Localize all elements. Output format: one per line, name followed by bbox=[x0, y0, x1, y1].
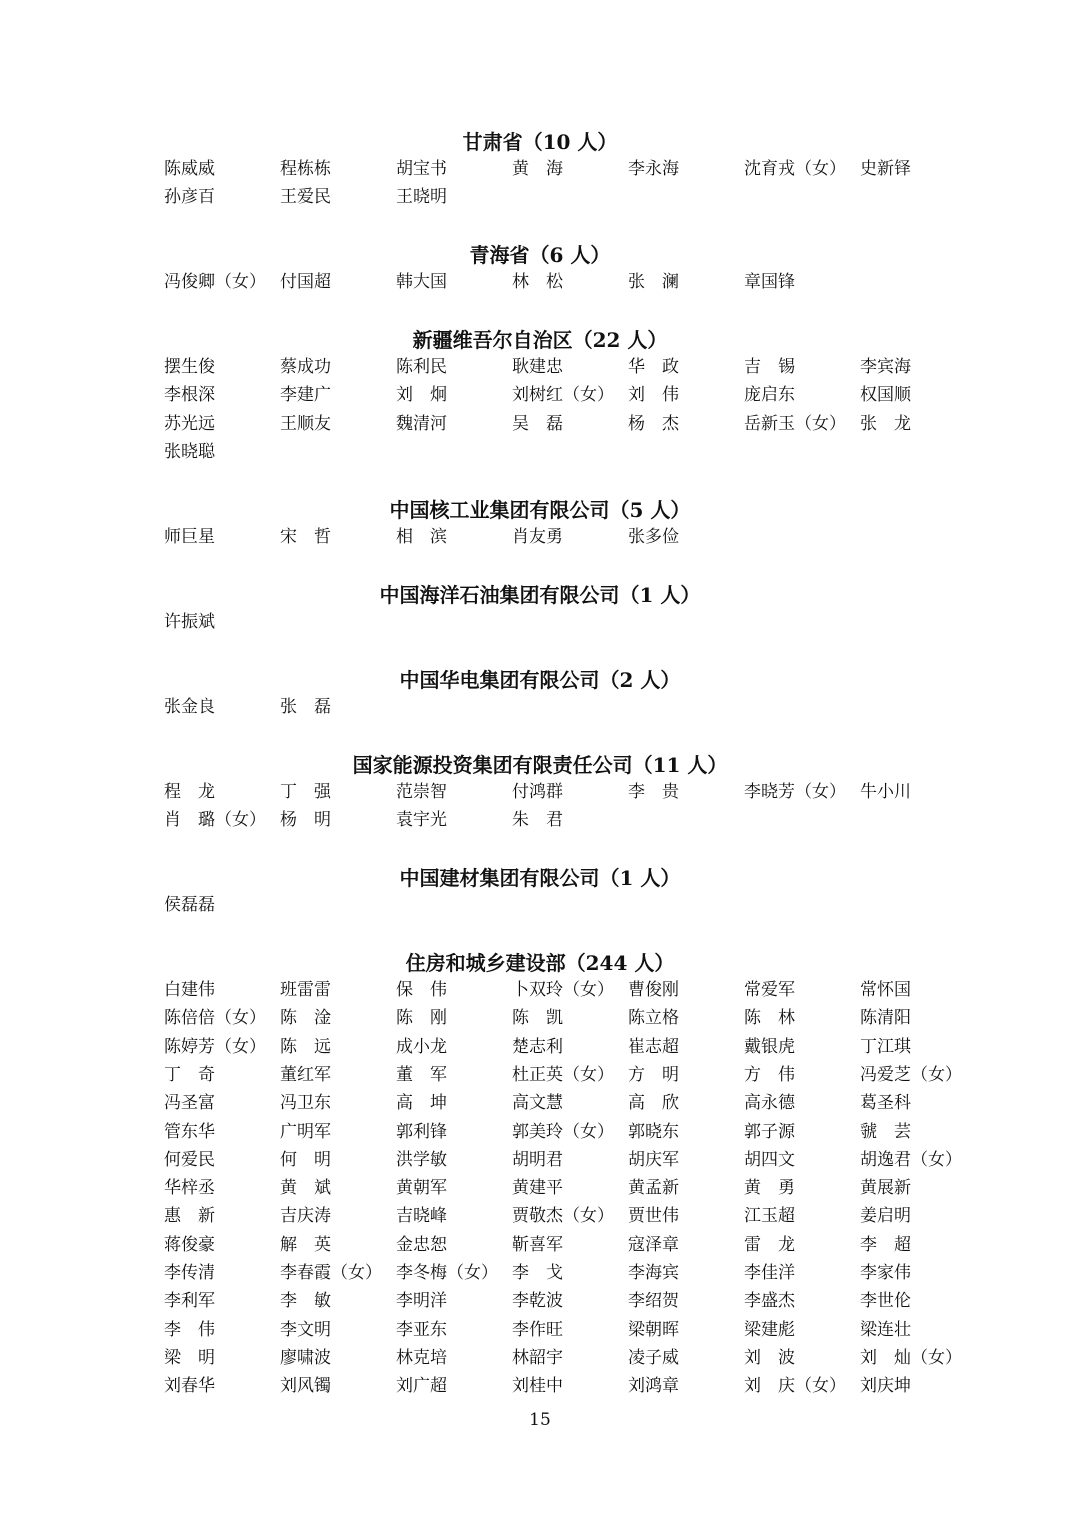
person-name: 吉庆涛 bbox=[280, 1206, 331, 1226]
person-name: 黄 勇 bbox=[744, 1178, 795, 1198]
name-row bbox=[0, 1146, 1080, 1174]
name-row bbox=[0, 608, 1080, 636]
person-name: 刘 庆（女） bbox=[744, 1376, 846, 1396]
person-name: 李绍贺 bbox=[628, 1291, 679, 1311]
person-name: 黄 海 bbox=[512, 159, 563, 179]
name-row bbox=[0, 1174, 1080, 1202]
person-name: 侯磊磊 bbox=[164, 895, 215, 915]
person-name: 雷 龙 bbox=[744, 1235, 795, 1255]
person-name: 李作旺 bbox=[512, 1320, 563, 1340]
person-name: 吴 磊 bbox=[512, 414, 563, 434]
person-name: 相 滨 bbox=[396, 527, 447, 547]
person-name: 刘 炯 bbox=[396, 385, 447, 405]
person-name: 史新铎 bbox=[860, 159, 911, 179]
person-name: 李冬梅（女） bbox=[396, 1263, 498, 1283]
person-name: 胡四文 bbox=[744, 1150, 795, 1170]
person-name: 蔡成功 bbox=[280, 357, 331, 377]
person-name: 刘 灿（女） bbox=[860, 1348, 962, 1368]
person-name: 方 明 bbox=[628, 1065, 679, 1085]
person-name: 刘树红（女） bbox=[512, 385, 614, 405]
person-name: 刘春华 bbox=[164, 1376, 215, 1396]
person-name: 梁建彪 bbox=[744, 1320, 795, 1340]
person-name: 华 政 bbox=[628, 357, 679, 377]
person-name: 张多俭 bbox=[628, 527, 679, 547]
person-name: 孙彦百 bbox=[164, 187, 215, 207]
person-name: 李世伦 bbox=[860, 1291, 911, 1311]
person-name: 刘桂中 bbox=[512, 1376, 563, 1396]
person-name: 蒋俊豪 bbox=[164, 1235, 215, 1255]
person-name: 郭利锋 bbox=[396, 1122, 447, 1142]
person-name: 李家伟 bbox=[860, 1263, 911, 1283]
person-name: 刘风镯 bbox=[280, 1376, 331, 1396]
person-name: 黄 斌 bbox=[280, 1178, 331, 1198]
person-name: 方 伟 bbox=[744, 1065, 795, 1085]
person-name: 凌子威 bbox=[628, 1348, 679, 1368]
person-name: 董红军 bbox=[280, 1065, 331, 1085]
name-row bbox=[0, 268, 1080, 296]
person-name: 李 伟 bbox=[164, 1320, 215, 1340]
person-name: 黄孟新 bbox=[628, 1178, 679, 1198]
person-name: 李 超 bbox=[860, 1235, 911, 1255]
person-name: 张 龙 bbox=[860, 414, 911, 434]
name-row bbox=[0, 1344, 1080, 1372]
name-row bbox=[0, 438, 1080, 466]
person-name: 王晓明 bbox=[396, 187, 447, 207]
person-name: 黄建平 bbox=[512, 1178, 563, 1198]
person-name: 程 龙 bbox=[164, 782, 215, 802]
person-name: 牛小川 bbox=[860, 782, 911, 802]
person-name: 师巨星 bbox=[164, 527, 215, 547]
section-title: 住房和城乡建设部（244 人） bbox=[405, 951, 675, 975]
person-name: 林韶宇 bbox=[512, 1348, 563, 1368]
person-name: 陈利民 bbox=[396, 357, 447, 377]
person-name: 刘 波 bbox=[744, 1348, 795, 1368]
person-name: 郭子源 bbox=[744, 1122, 795, 1142]
name-row bbox=[0, 693, 1080, 721]
person-name: 杨 杰 bbox=[628, 414, 679, 434]
person-name: 寇泽章 bbox=[628, 1235, 679, 1255]
person-name: 李文明 bbox=[280, 1320, 331, 1340]
person-name: 肖 璐（女） bbox=[164, 810, 266, 830]
person-name: 何 明 bbox=[280, 1150, 331, 1170]
person-name: 范崇智 bbox=[396, 782, 447, 802]
person-name: 李海宾 bbox=[628, 1263, 679, 1283]
person-name: 李盛杰 bbox=[744, 1291, 795, 1311]
person-name: 李传清 bbox=[164, 1263, 215, 1283]
person-name: 解 英 bbox=[280, 1235, 331, 1255]
person-name: 韩大国 bbox=[396, 272, 447, 292]
person-name: 林 松 bbox=[512, 272, 563, 292]
person-name: 崔志超 bbox=[628, 1037, 679, 1057]
person-name: 郭晓东 bbox=[628, 1122, 679, 1142]
person-name: 付鸿群 bbox=[512, 782, 563, 802]
person-name: 靳喜军 bbox=[512, 1235, 563, 1255]
person-name: 王爱民 bbox=[280, 187, 331, 207]
person-name: 陈 刚 bbox=[396, 1008, 447, 1028]
person-name: 魏清河 bbox=[396, 414, 447, 434]
person-name: 广明军 bbox=[280, 1122, 331, 1142]
person-name: 管东华 bbox=[164, 1122, 215, 1142]
person-name: 贾世伟 bbox=[628, 1206, 679, 1226]
name-row bbox=[0, 976, 1080, 1004]
person-name: 葛圣科 bbox=[860, 1093, 911, 1113]
name-row bbox=[0, 353, 1080, 381]
person-name: 张晓聪 bbox=[164, 442, 215, 462]
person-name: 丁江琪 bbox=[860, 1037, 911, 1057]
person-name: 吉晓峰 bbox=[396, 1206, 447, 1226]
person-name: 宋 哲 bbox=[280, 527, 331, 547]
person-name: 梁连壮 bbox=[860, 1320, 911, 1340]
person-name: 许振斌 bbox=[164, 612, 215, 632]
person-name: 洪学敏 bbox=[396, 1150, 447, 1170]
section-title: 青海省（6 人） bbox=[469, 243, 611, 267]
person-name: 陈 淦 bbox=[280, 1008, 331, 1028]
person-name: 耿建忠 bbox=[512, 357, 563, 377]
person-name: 董 军 bbox=[396, 1065, 447, 1085]
name-row bbox=[0, 183, 1080, 211]
section-title: 中国华电集团有限公司（2 人） bbox=[399, 668, 681, 692]
person-name: 刘庆坤 bbox=[860, 1376, 911, 1396]
person-name: 江玉超 bbox=[744, 1206, 795, 1226]
name-row bbox=[0, 1089, 1080, 1117]
person-name: 虢 芸 bbox=[860, 1122, 911, 1142]
person-name: 保 伟 bbox=[396, 980, 447, 1000]
person-name: 苏光远 bbox=[164, 414, 215, 434]
section-title: 国家能源投资集团有限责任公司（11 人） bbox=[352, 753, 728, 777]
person-name: 何爱民 bbox=[164, 1150, 215, 1170]
person-name: 刘广超 bbox=[396, 1376, 447, 1396]
name-row bbox=[0, 1259, 1080, 1287]
person-name: 陈 远 bbox=[280, 1037, 331, 1057]
person-name: 权国顺 bbox=[860, 385, 911, 405]
person-name: 张金良 bbox=[164, 697, 215, 717]
person-name: 刘鸿章 bbox=[628, 1376, 679, 1396]
person-name: 冯爱芝（女） bbox=[860, 1065, 962, 1085]
person-name: 冯卫东 bbox=[280, 1093, 331, 1113]
person-name: 冯俊卿（女） bbox=[164, 272, 266, 292]
person-name: 冯圣富 bbox=[164, 1093, 215, 1113]
person-name: 刘 伟 bbox=[628, 385, 679, 405]
person-name: 白建伟 bbox=[164, 980, 215, 1000]
person-name: 黄展新 bbox=[860, 1178, 911, 1198]
person-name: 王顺友 bbox=[280, 414, 331, 434]
section-title: 中国海洋石油集团有限公司（1 人） bbox=[379, 583, 701, 607]
person-name: 丁 奇 bbox=[164, 1065, 215, 1085]
person-name: 肖友勇 bbox=[512, 527, 563, 547]
person-name: 梁朝晖 bbox=[628, 1320, 679, 1340]
person-name: 李 贵 bbox=[628, 782, 679, 802]
person-name: 郭美玲（女） bbox=[512, 1122, 614, 1142]
person-name: 曹俊刚 bbox=[628, 980, 679, 1000]
name-row bbox=[0, 523, 1080, 551]
person-name: 胡逸君（女） bbox=[860, 1150, 962, 1170]
person-name: 李 敏 bbox=[280, 1291, 331, 1311]
person-name: 李宾海 bbox=[860, 357, 911, 377]
person-name: 班雷雷 bbox=[280, 980, 331, 1000]
person-name: 高 欣 bbox=[628, 1093, 679, 1113]
name-row bbox=[0, 381, 1080, 409]
person-name: 李乾波 bbox=[512, 1291, 563, 1311]
person-name: 黄朝军 bbox=[396, 1178, 447, 1198]
person-name: 李永海 bbox=[628, 159, 679, 179]
person-name: 高永德 bbox=[744, 1093, 795, 1113]
person-name: 袁宇光 bbox=[396, 810, 447, 830]
name-row bbox=[0, 1118, 1080, 1146]
person-name: 杜正英（女） bbox=[512, 1065, 614, 1085]
person-name: 常怀国 bbox=[860, 980, 911, 1000]
person-name: 杨 明 bbox=[280, 810, 331, 830]
person-name: 程栋栋 bbox=[280, 159, 331, 179]
person-name: 张 磊 bbox=[280, 697, 331, 717]
person-name: 陈清阳 bbox=[860, 1008, 911, 1028]
person-name: 华梓丞 bbox=[164, 1178, 215, 1198]
person-name: 陈 林 bbox=[744, 1008, 795, 1028]
person-name: 李 戈 bbox=[512, 1263, 563, 1283]
person-name: 李根深 bbox=[164, 385, 215, 405]
person-name: 高 坤 bbox=[396, 1093, 447, 1113]
person-name: 林克培 bbox=[396, 1348, 447, 1368]
section-title: 甘肃省（10 人） bbox=[462, 130, 618, 154]
person-name: 姜启明 bbox=[860, 1206, 911, 1226]
name-row bbox=[0, 155, 1080, 183]
person-name: 陈倍倍（女） bbox=[164, 1008, 266, 1028]
person-name: 付国超 bbox=[280, 272, 331, 292]
name-row bbox=[0, 806, 1080, 834]
person-name: 成小龙 bbox=[396, 1037, 447, 1057]
name-row bbox=[0, 410, 1080, 438]
section-title: 中国建材集团有限公司（1 人） bbox=[399, 866, 681, 890]
person-name: 李明洋 bbox=[396, 1291, 447, 1311]
person-name: 楚志利 bbox=[512, 1037, 563, 1057]
page-number: 15 bbox=[529, 1410, 551, 1430]
person-name: 李建广 bbox=[280, 385, 331, 405]
person-name: 李利军 bbox=[164, 1291, 215, 1311]
person-name: 常爱军 bbox=[744, 980, 795, 1000]
person-name: 章国锋 bbox=[744, 272, 795, 292]
name-row bbox=[0, 891, 1080, 919]
person-name: 戴银虎 bbox=[744, 1037, 795, 1057]
name-row bbox=[0, 1372, 1080, 1400]
person-name: 陈 凯 bbox=[512, 1008, 563, 1028]
person-name: 沈育戎（女） bbox=[744, 159, 846, 179]
person-name: 金忠恕 bbox=[396, 1235, 447, 1255]
person-name: 张 澜 bbox=[628, 272, 679, 292]
section-title: 新疆维吾尔自治区（22 人） bbox=[412, 328, 668, 352]
name-row bbox=[0, 1202, 1080, 1230]
person-name: 李春霞（女） bbox=[280, 1263, 382, 1283]
person-name: 高文慧 bbox=[512, 1093, 563, 1113]
person-name: 摆生俊 bbox=[164, 357, 215, 377]
name-row bbox=[0, 1033, 1080, 1061]
person-name: 朱 君 bbox=[512, 810, 563, 830]
person-name: 胡明君 bbox=[512, 1150, 563, 1170]
name-row bbox=[0, 1316, 1080, 1344]
person-name: 卜双玲（女） bbox=[512, 980, 614, 1000]
person-name: 丁 强 bbox=[280, 782, 331, 802]
person-name: 梁 明 bbox=[164, 1348, 215, 1368]
person-name: 胡宝书 bbox=[396, 159, 447, 179]
person-name: 陈立格 bbox=[628, 1008, 679, 1028]
person-name: 廖啸波 bbox=[280, 1348, 331, 1368]
person-name: 吉 锡 bbox=[744, 357, 795, 377]
name-row bbox=[0, 1287, 1080, 1315]
person-name: 庞启东 bbox=[744, 385, 795, 405]
name-row bbox=[0, 1231, 1080, 1259]
person-name: 贾敬杰（女） bbox=[512, 1206, 614, 1226]
name-row bbox=[0, 1061, 1080, 1089]
person-name: 李亚东 bbox=[396, 1320, 447, 1340]
name-row bbox=[0, 778, 1080, 806]
section-title: 中国核工业集团有限公司（5 人） bbox=[389, 498, 691, 522]
person-name: 李晓芳（女） bbox=[744, 782, 846, 802]
person-name: 胡庆军 bbox=[628, 1150, 679, 1170]
person-name: 惠 新 bbox=[164, 1206, 215, 1226]
name-row bbox=[0, 1004, 1080, 1032]
person-name: 岳新玉（女） bbox=[744, 414, 846, 434]
person-name: 陈婷芳（女） bbox=[164, 1037, 266, 1057]
person-name: 陈威威 bbox=[164, 159, 215, 179]
person-name: 李佳洋 bbox=[744, 1263, 795, 1283]
